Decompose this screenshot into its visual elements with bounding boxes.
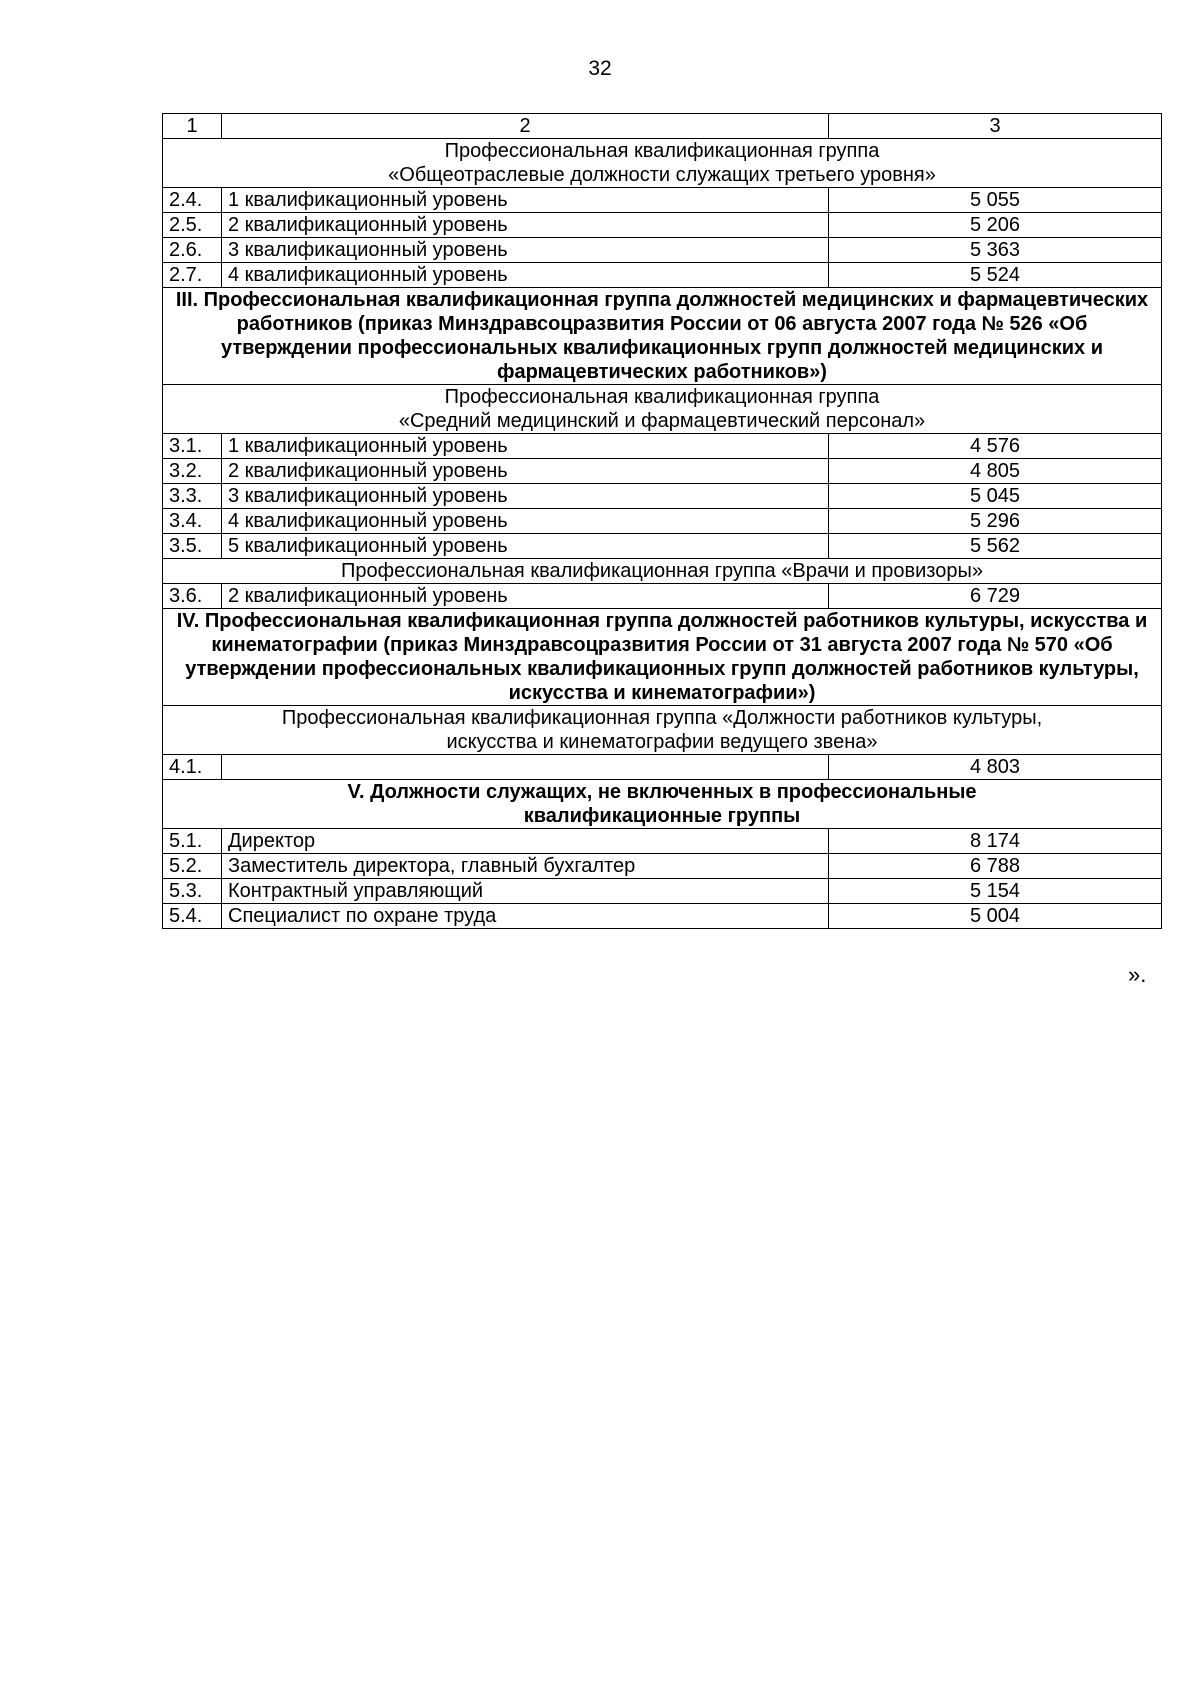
table-row [163, 584, 1162, 609]
salary-value: 5 154 [829, 879, 1162, 904]
row-number: 4.1. [163, 755, 222, 780]
salary-value: 5 004 [829, 904, 1162, 929]
salary-value: 5 055 [829, 188, 1162, 213]
section-heading-row [163, 609, 1162, 706]
table-row [163, 213, 1162, 238]
position-name [222, 755, 829, 780]
section-heading-row [163, 288, 1162, 385]
table-row [163, 238, 1162, 263]
section-heading: III. Профессиональная квалификационная группа должностей медицинских и фармацевтических работников (приказ Минздравсоцразвития России от 06 августа 2007 года № 526 «Об утверждении профессиональных квалификационных групп должностей медицинских и фармацевтических работников») [163, 288, 1162, 385]
salary-value: 4 805 [829, 459, 1162, 484]
position-name: 4 квалификационный уровень [222, 263, 829, 288]
row-number: 3.5. [163, 534, 222, 559]
table-row [163, 434, 1162, 459]
salary-value: 5 562 [829, 534, 1162, 559]
table-header-row [163, 114, 1162, 139]
group-heading: Профессиональная квалификационная группа «Средний медицинский и фармацевтический персонал» [163, 385, 1162, 434]
position-name: 3 квалификационный уровень [222, 238, 829, 263]
salary-value: 5 206 [829, 213, 1162, 238]
salary-value: 6 729 [829, 584, 1162, 609]
group-heading-row [163, 706, 1162, 755]
table-row [163, 188, 1162, 213]
row-number: 3.6. [163, 584, 222, 609]
group-heading: Профессиональная квалификационная группа «Должности работников культуры, искусства и кинематографии ведущего звена» [163, 706, 1162, 755]
table-row [163, 829, 1162, 854]
group-heading-row [163, 139, 1162, 188]
table-row [163, 755, 1162, 780]
table-row [163, 484, 1162, 509]
salary-value: 5 363 [829, 238, 1162, 263]
row-number: 5.3. [163, 879, 222, 904]
header-col-2: 2 [222, 114, 829, 139]
position-name: 2 квалификационный уровень [222, 213, 829, 238]
position-name: Заместитель директора, главный бухгалтер [222, 854, 829, 879]
row-number: 5.2. [163, 854, 222, 879]
position-name: 5 квалификационный уровень [222, 534, 829, 559]
row-number: 2.6. [163, 238, 222, 263]
salary-value: 8 174 [829, 829, 1162, 854]
position-name: Директор [222, 829, 829, 854]
table-row [163, 879, 1162, 904]
position-name: 2 квалификационный уровень [222, 459, 829, 484]
table-row [163, 459, 1162, 484]
header-col-1: 1 [163, 114, 222, 139]
group-heading-row [163, 559, 1162, 584]
table-row [163, 534, 1162, 559]
position-name: Контрактный управляющий [222, 879, 829, 904]
table-row [163, 854, 1162, 879]
row-number: 2.7. [163, 263, 222, 288]
salary-value: 5 045 [829, 484, 1162, 509]
row-number: 3.4. [163, 509, 222, 534]
table-row [163, 509, 1162, 534]
page-number: 32 [588, 57, 612, 80]
row-number: 5.4. [163, 904, 222, 929]
position-name: 3 квалификационный уровень [222, 484, 829, 509]
salary-value: 4 576 [829, 434, 1162, 459]
section-heading: V. Должности служащих, не включенных в профессиональные квалификационные группы [163, 780, 1162, 829]
salary-value: 4 803 [829, 755, 1162, 780]
header-col-3: 3 [829, 114, 1162, 139]
table-row [163, 263, 1162, 288]
group-heading: Профессиональная квалификационная группа «Общеотраслевые должности служащих третьего уровня» [163, 139, 1162, 188]
salary-table [162, 113, 1162, 929]
row-number: 3.3. [163, 484, 222, 509]
position-name: 1 квалификационный уровень [222, 434, 829, 459]
closing-quote-mark: ». [1128, 962, 1147, 987]
salary-value: 5 296 [829, 509, 1162, 534]
section-heading: IV. Профессиональная квалификационная группа должностей работников культуры, искусства и кинематографии (приказ Минздравсоцразвития России от 31 августа 2007 года № 570 «Об утверждении профессиональных квалификационных групп должностей работников культуры, искусства и кинематографии») [163, 609, 1162, 706]
table-row [163, 904, 1162, 929]
position-name: 2 квалификационный уровень [222, 584, 829, 609]
group-heading: Профессиональная квалификационная группа «Врачи и провизоры» [163, 559, 1162, 584]
row-number: 3.2. [163, 459, 222, 484]
group-heading-row [163, 385, 1162, 434]
row-number: 2.5. [163, 213, 222, 238]
salary-value: 5 524 [829, 263, 1162, 288]
position-name: Специалист по охране труда [222, 904, 829, 929]
section-heading-row [163, 780, 1162, 829]
position-name: 1 квалификационный уровень [222, 188, 829, 213]
row-number: 3.1. [163, 434, 222, 459]
position-name: 4 квалификационный уровень [222, 509, 829, 534]
row-number: 2.4. [163, 188, 222, 213]
salary-value: 6 788 [829, 854, 1162, 879]
row-number: 5.1. [163, 829, 222, 854]
